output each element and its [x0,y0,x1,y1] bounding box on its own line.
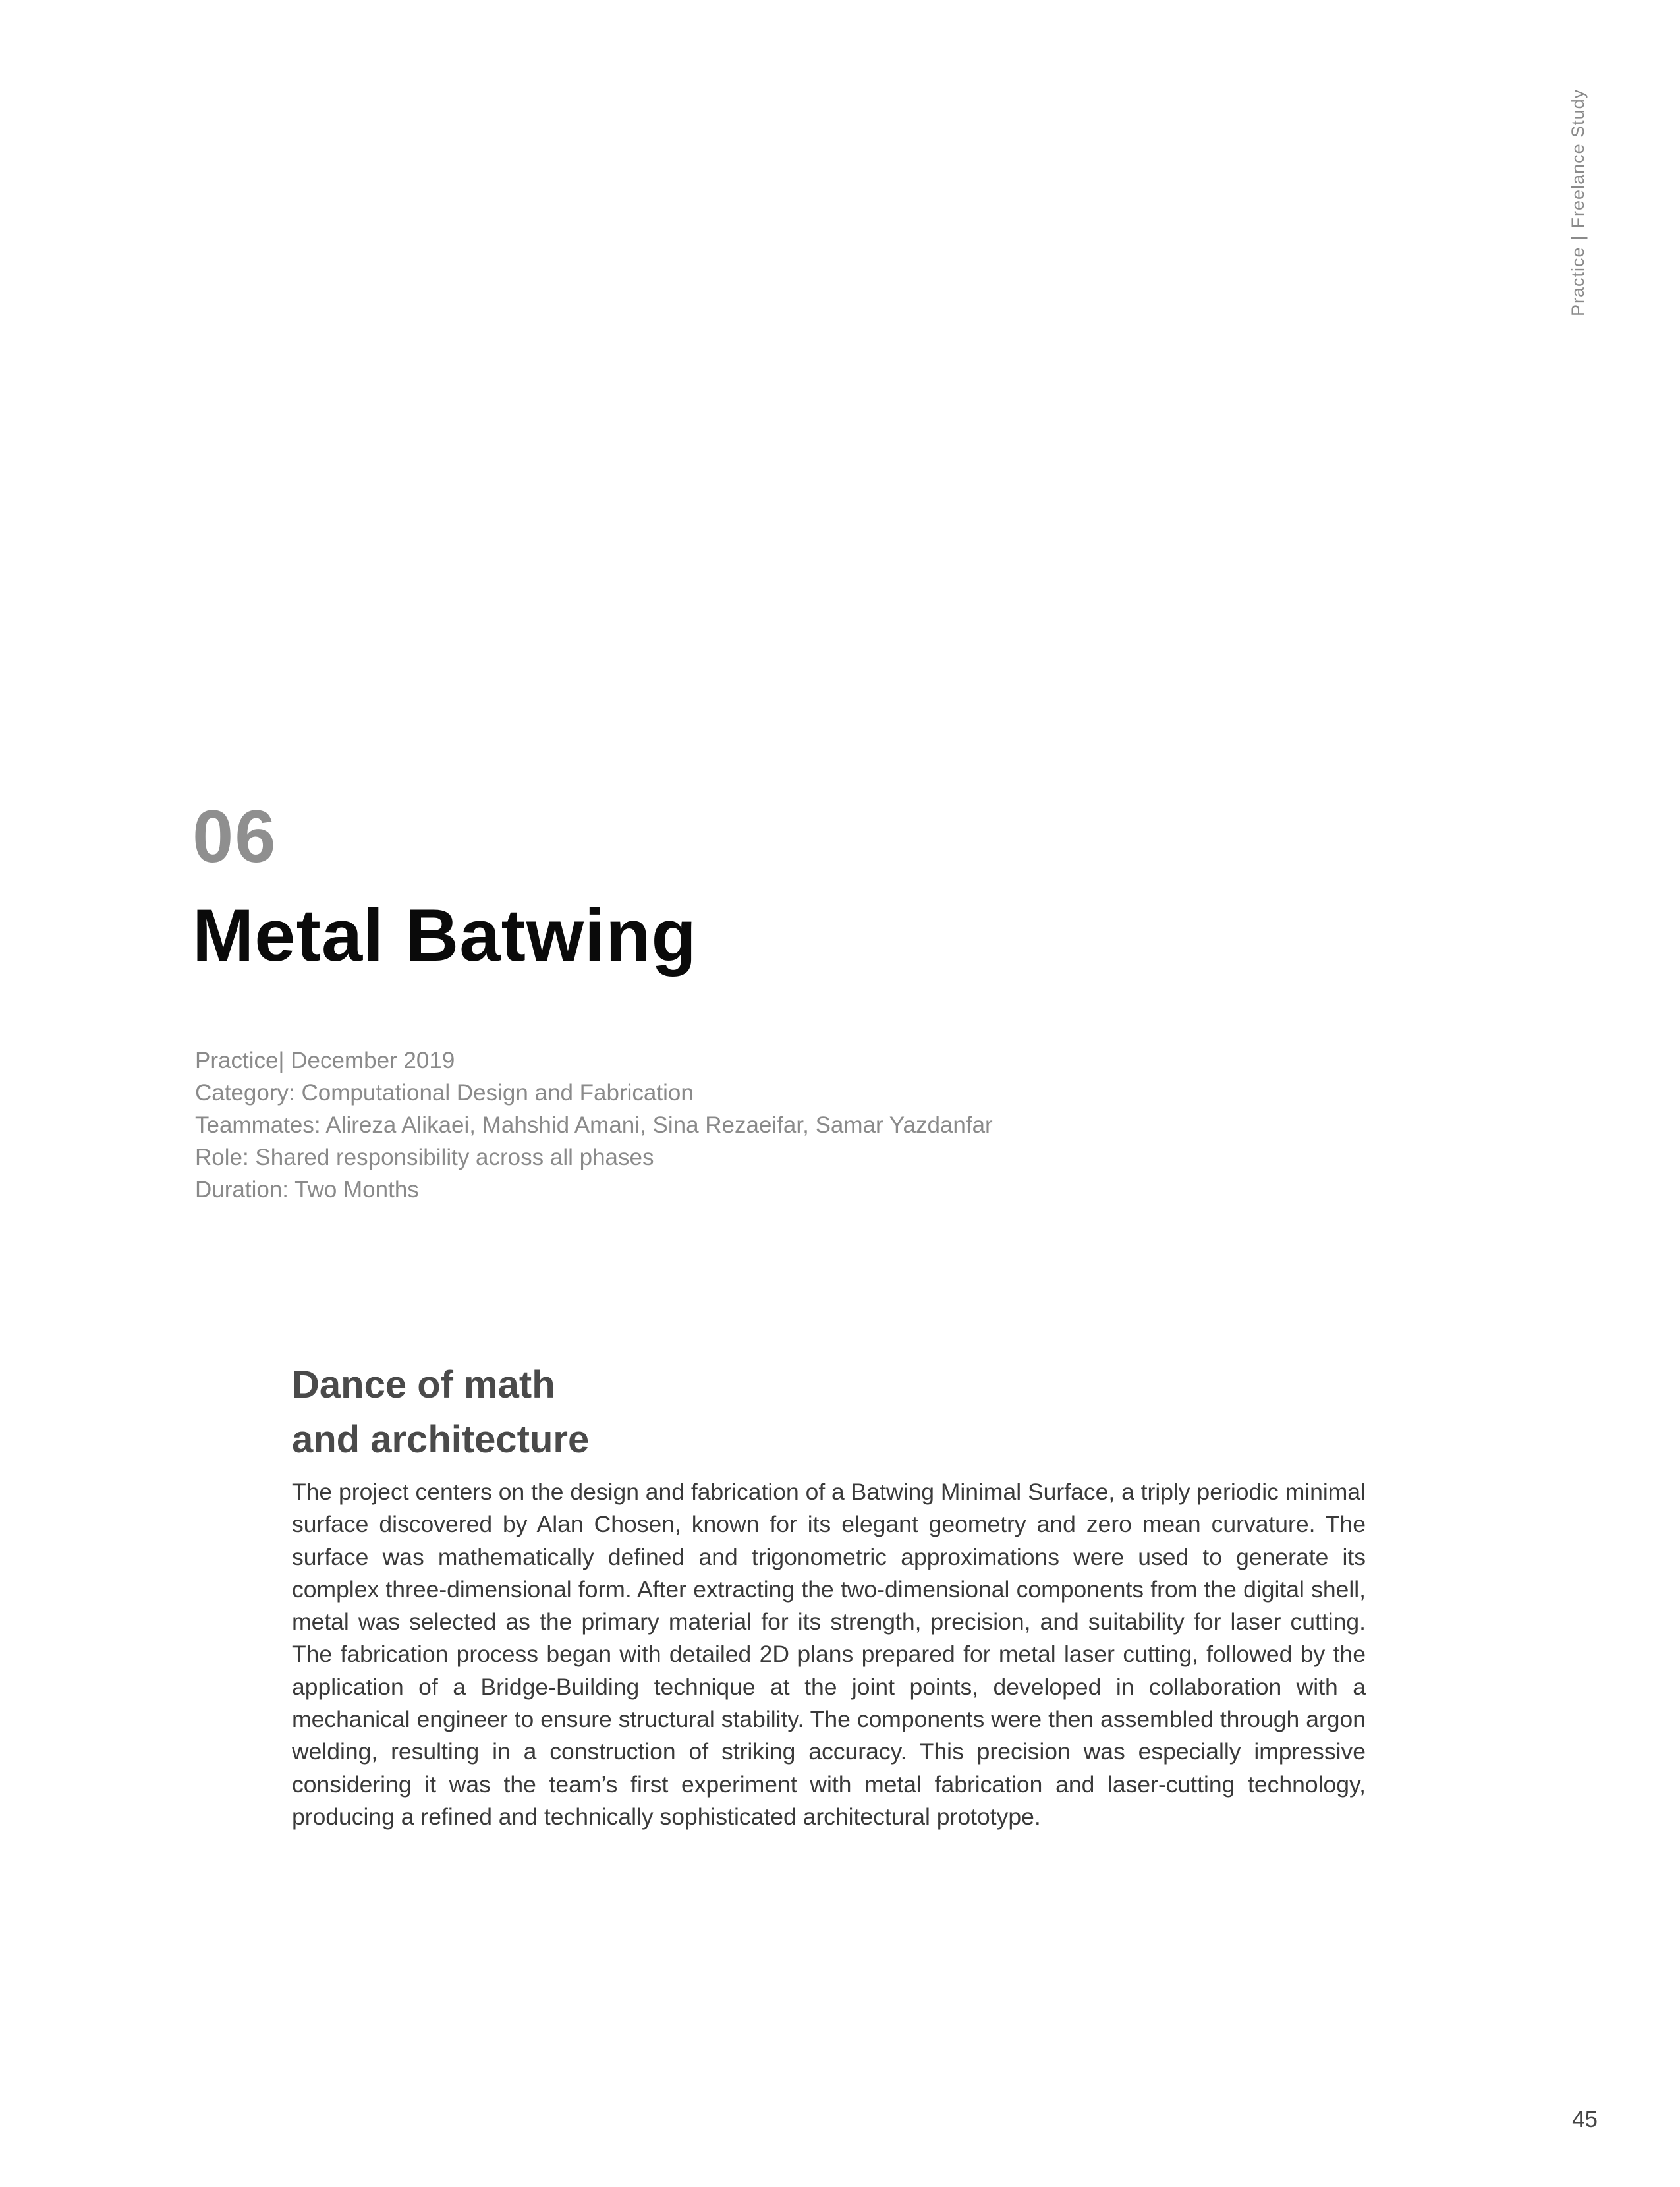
side-section-label [1565,88,1591,316]
project-meta [195,1044,1183,1206]
meta-category: Category: Computational Design and Fabrication [195,1080,694,1106]
section-heading-line2: and architecture [292,1418,590,1461]
project-number: 06 [192,795,277,878]
section-heading-line1: Dance of math [292,1363,555,1406]
side-label-secondary: Freelance Study [1568,88,1588,229]
section-heading [292,1357,1366,1467]
meta-teammates: Teammates: Alireza Alikaei, Mahshid Amani, Sina Rezaeifar, Samar Yazdanfar [195,1112,993,1138]
section-body: The project centers on the design and fabrication of a Batwing Minimal Surface, a triply periodic minimal surface discovered by Alan Chosen, known for its elegant geometry and zero mean curvature. The surface was mathematically defined and trigonometric approximations were used to generate its complex three-dimensional form. After extracting the two-dimensional components from the digital shell, metal was selected as the primary material for its strength, precision, and suitability for laser cutting. The fabrication process began with detailed 2D plans prepared for metal laser cutting, followed by the application of a Bridge-Building technique at the joint points, developed in collaboration with a mechanical engineer to ensure structural stability. The components were then assembled through argon welding, resulting in a construction of striking accuracy. This precision was especially impressive considering it was the team’s first experiment with metal fabrication and laser-cutting technology, producing a refined and technically sophisticated architectural prototype. [292,1479,1366,1830]
side-label-separator: | [1568,235,1588,241]
project-title: Metal Batwing [192,894,697,977]
description-section [292,1357,1366,1833]
meta-duration: Duration: Two Months [195,1177,419,1203]
meta-date: Practice| December 2019 [195,1048,455,1073]
page-number: 45 [1572,2107,1598,2132]
meta-role: Role: Shared responsibility across all phases [195,1145,654,1170]
side-label-primary: Practice [1568,246,1588,316]
